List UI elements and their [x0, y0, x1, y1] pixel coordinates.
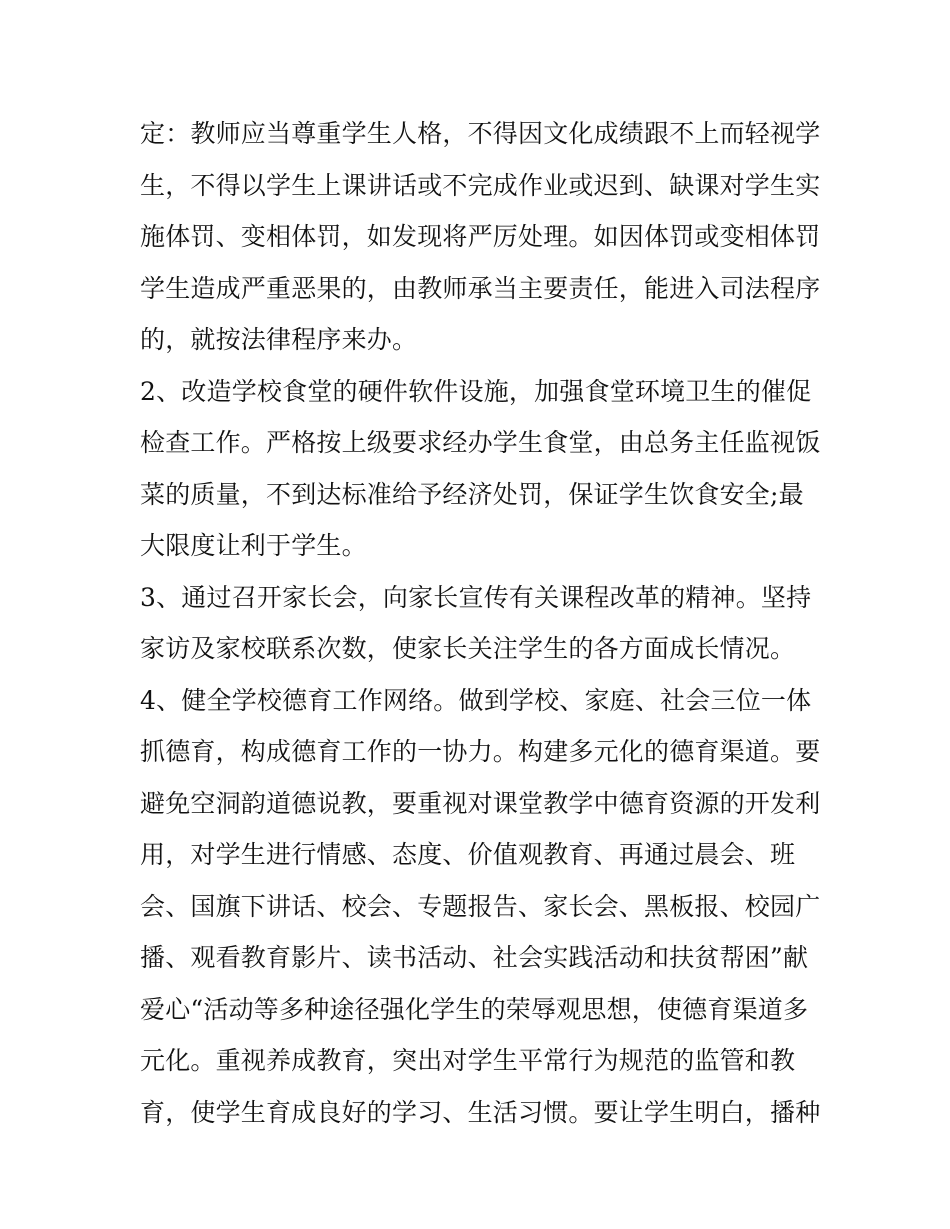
text-line: 3、通过召开家长会，向家长宣传有关课程改革的精神。坚持	[140, 582, 812, 612]
text-line: 生，不得以学生上课讲话或不完成作业或迟到、缺课对学生实	[140, 170, 821, 200]
text-line: 施体罚、变相体罚，如发现将严厉处理。如因体罚或变相体罚	[140, 222, 821, 251]
document-body	[140, 108, 820, 1138]
text-line: 4、健全学校德育工作网络。做到学校、家庭、社会三位一体	[140, 685, 812, 715]
text-line: 学生造成严重恶果的，由教师承当主要责任，能进入司法程序	[140, 273, 821, 303]
text-line: 会、国旗下讲话、校会、专题报告、家长会、黑板报、校园广	[140, 891, 821, 921]
text-line: 避免空洞韵道德说教，要重视对课堂教学中德育资源的开发利	[140, 788, 821, 818]
text-line: 2、改造学校食堂的硬件软件设施，加强食堂环境卫生的催促	[140, 376, 812, 406]
text-line: 育，使学生育成良好的学习、生活习惯。要让学生明白，播种	[140, 1097, 821, 1127]
text-line: 播、观看教育影片、读书活动、社会实践活动和扶贫帮困”献	[140, 943, 809, 972]
text-line: 定：教师应当尊重学生人格，不得因文化成绩跟不上而轻视学	[140, 119, 821, 148]
text-line: 家访及家校联系次数，使家长关注学生的各方面成长情况。	[140, 634, 796, 663]
text-line: 用，对学生进行情感、态度、价值观教育、再通过晨会、班	[140, 840, 796, 869]
text-line: 的，就按法律程序来办。	[140, 325, 418, 354]
text-line: 元化。重视养成教育，突出对学生平常行为规范的监管和教	[140, 1046, 796, 1075]
text-line: 菜的质量，不到达标准给予经济处罚，保证学生饮食安全;最	[140, 479, 804, 509]
text-line: 爱心“活动等多种途径强化学生的荣辱观思想，使德育渠道多	[140, 994, 809, 1024]
text-line: 大限度让利于学生。	[140, 531, 367, 560]
text-line: 抓德育，构成德育工作的一协力。构建多元化的德育渠道。要	[140, 737, 821, 766]
text-line: 检查工作。严格按上级要求经办学生食堂，由总务主任监视饭	[140, 428, 821, 457]
